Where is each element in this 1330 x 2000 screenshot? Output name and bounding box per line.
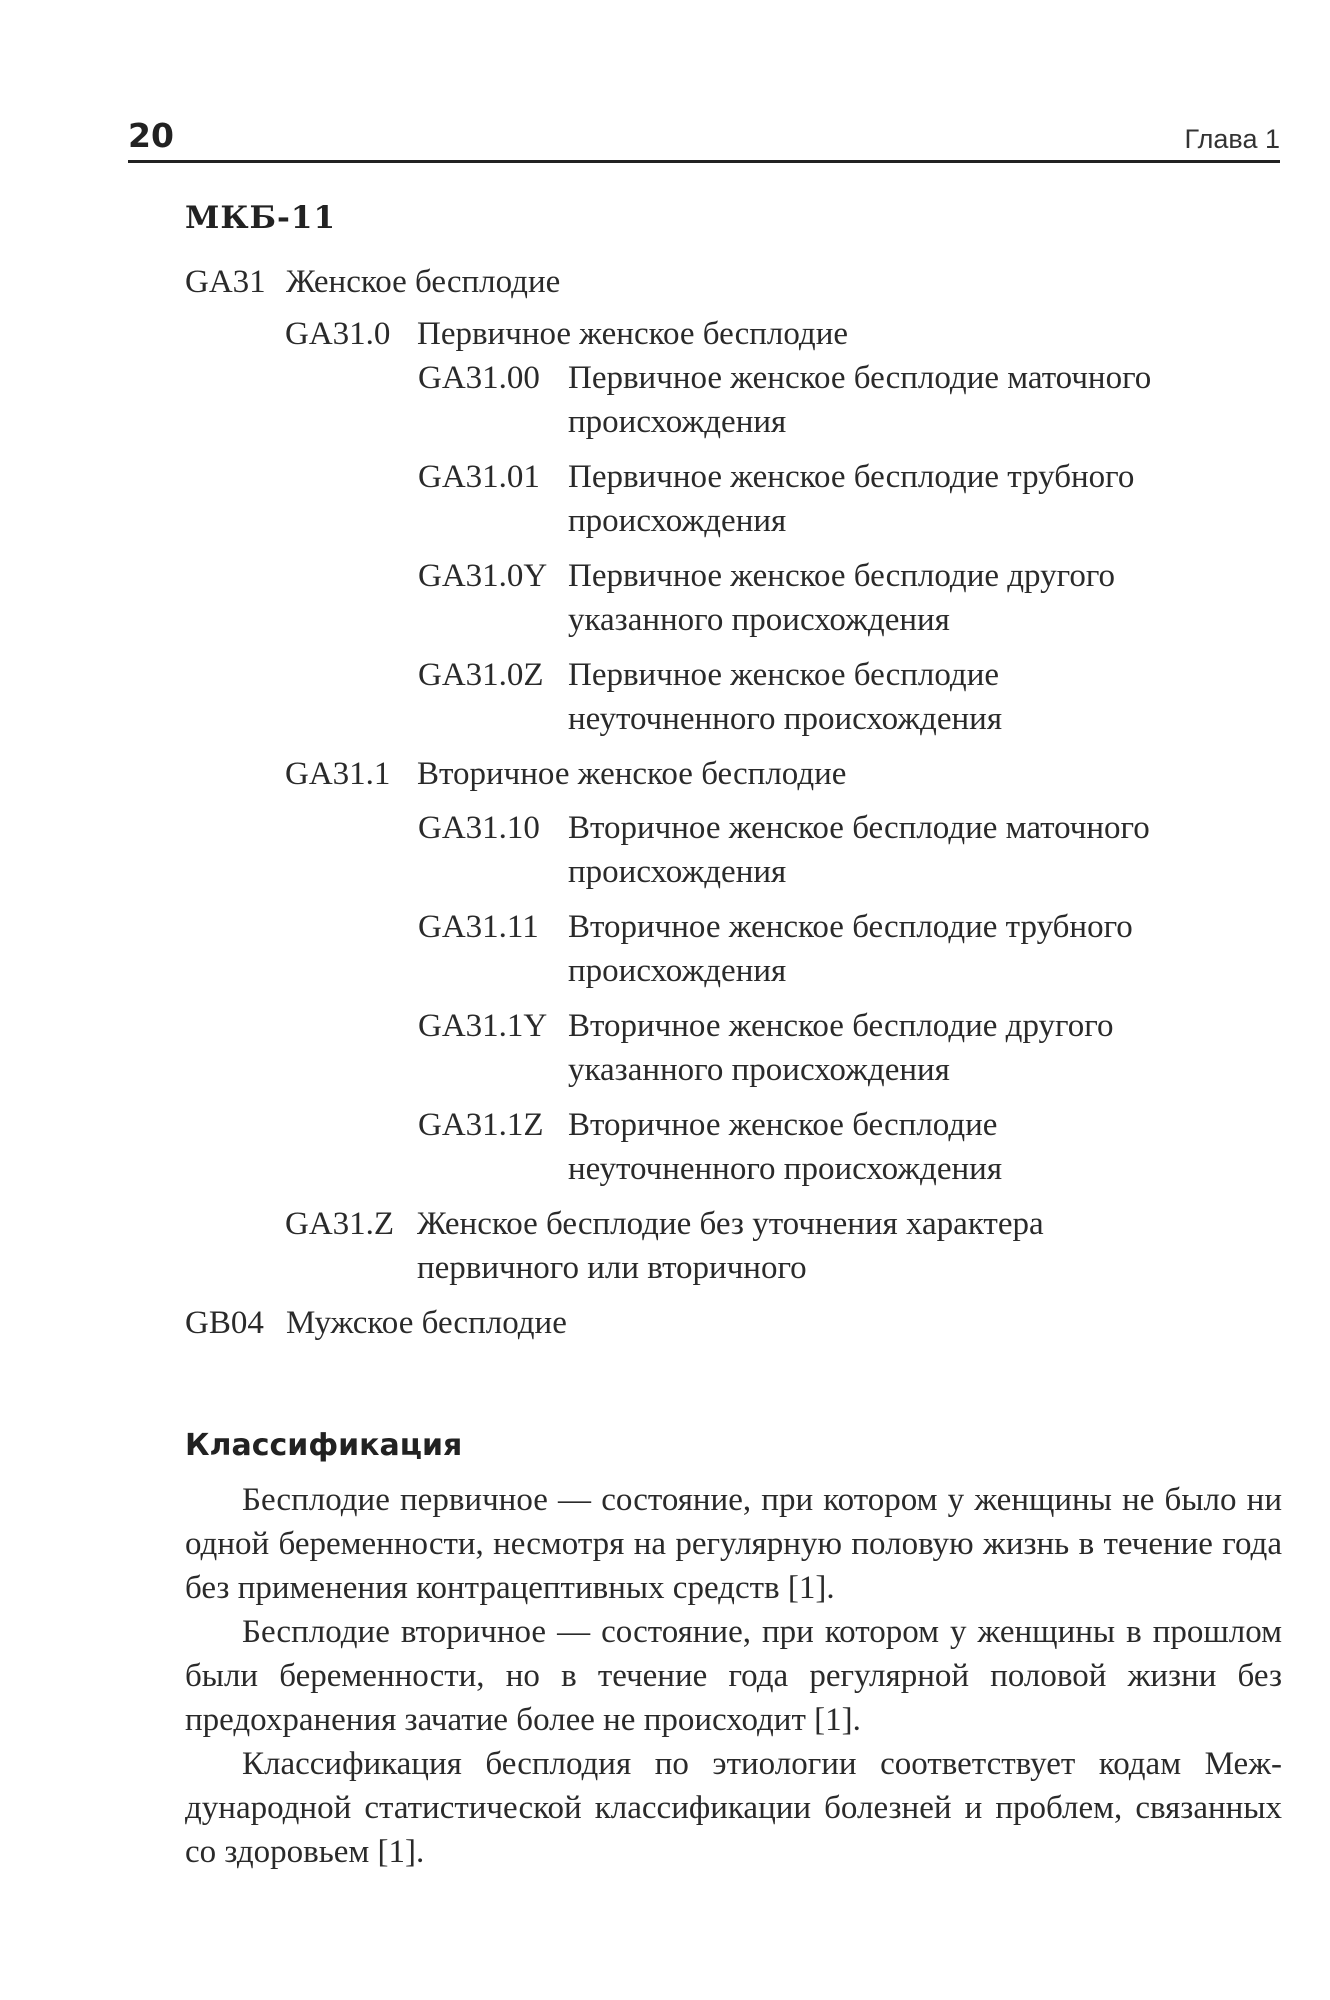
icd-code: GA31.Z — [285, 1206, 395, 1242]
icd-description: Вторичное женское бесплодие другого указанного происхождения — [568, 1008, 1114, 1088]
paragraph: Классификация бесплодия по этиологии соответствует кодам Международной статистической классификации болезней и проблем, связанных со здоровьем [1]. — [185, 1746, 1282, 1870]
icd-description: Вторичное женское бесплодие — [417, 756, 847, 792]
icd-code: GA31.0 — [285, 316, 391, 352]
icd-code: GA31.0Z — [418, 657, 544, 693]
icd-code: GA31.10 — [418, 810, 540, 846]
icd-description: Вторичное женское бесплодие неуточненного происхождения — [568, 1107, 1002, 1187]
icd-code: GA31 — [185, 264, 266, 300]
icd-code: GA31.1 — [285, 756, 391, 792]
classification-heading: Классификация — [185, 1428, 463, 1463]
paragraph: Бесплодие первичное — состояние, при котором у женщины не было ни одной беременности, несмотря на регулярную половую жизнь в течение года без применения контрацептивных средств [1]. — [185, 1482, 1282, 1606]
running-head: Глава 1 — [1184, 124, 1280, 154]
icd-description: Первичное женское бесплодие маточного происхождения — [568, 360, 1152, 440]
classification-body — [185, 1478, 1282, 1874]
icd-code: GA31.0Y — [418, 558, 548, 594]
icd-description: Первичное женское бесплодие другого указанного происхождения — [568, 558, 1116, 638]
icd-code: GA31.01 — [418, 459, 540, 495]
icd-description: Вторичное женское бесплодие трубного происхождения — [568, 909, 1133, 989]
icd-code: GA31.00 — [418, 360, 540, 396]
paragraph: Бесплодие вторичное — состояние, при котором у женщины в прошлом были беременности, но в течение года регулярной половой жизни без предохранения зачатие более не происходит [1]. — [185, 1614, 1282, 1738]
icd-description: Женское бесплодие без уточнения характера первичного или вторичного — [417, 1206, 1044, 1286]
icd-code: GA31.1Y — [418, 1008, 548, 1044]
icd-description: Первичное женское бесплодие трубного происхождения — [568, 459, 1135, 539]
icd-description: Мужское бесплодие — [286, 1305, 567, 1341]
page-header — [128, 108, 1280, 163]
icd-section-title: МКБ-11 — [185, 200, 337, 236]
icd-description: Вторичное женское бесплодие маточного происхождения — [568, 810, 1150, 890]
icd-description: Первичное женское бесплодие — [417, 316, 848, 352]
page-number: 20 — [128, 116, 174, 155]
icd-code: GA31.1Z — [418, 1107, 544, 1143]
icd-code: GA31.11 — [418, 909, 539, 945]
icd-description: Первичное женское бесплодие неуточненного происхождения — [568, 657, 1002, 737]
icd-code: GB04 — [185, 1305, 264, 1341]
icd-description: Женское бесплодие — [286, 264, 561, 300]
